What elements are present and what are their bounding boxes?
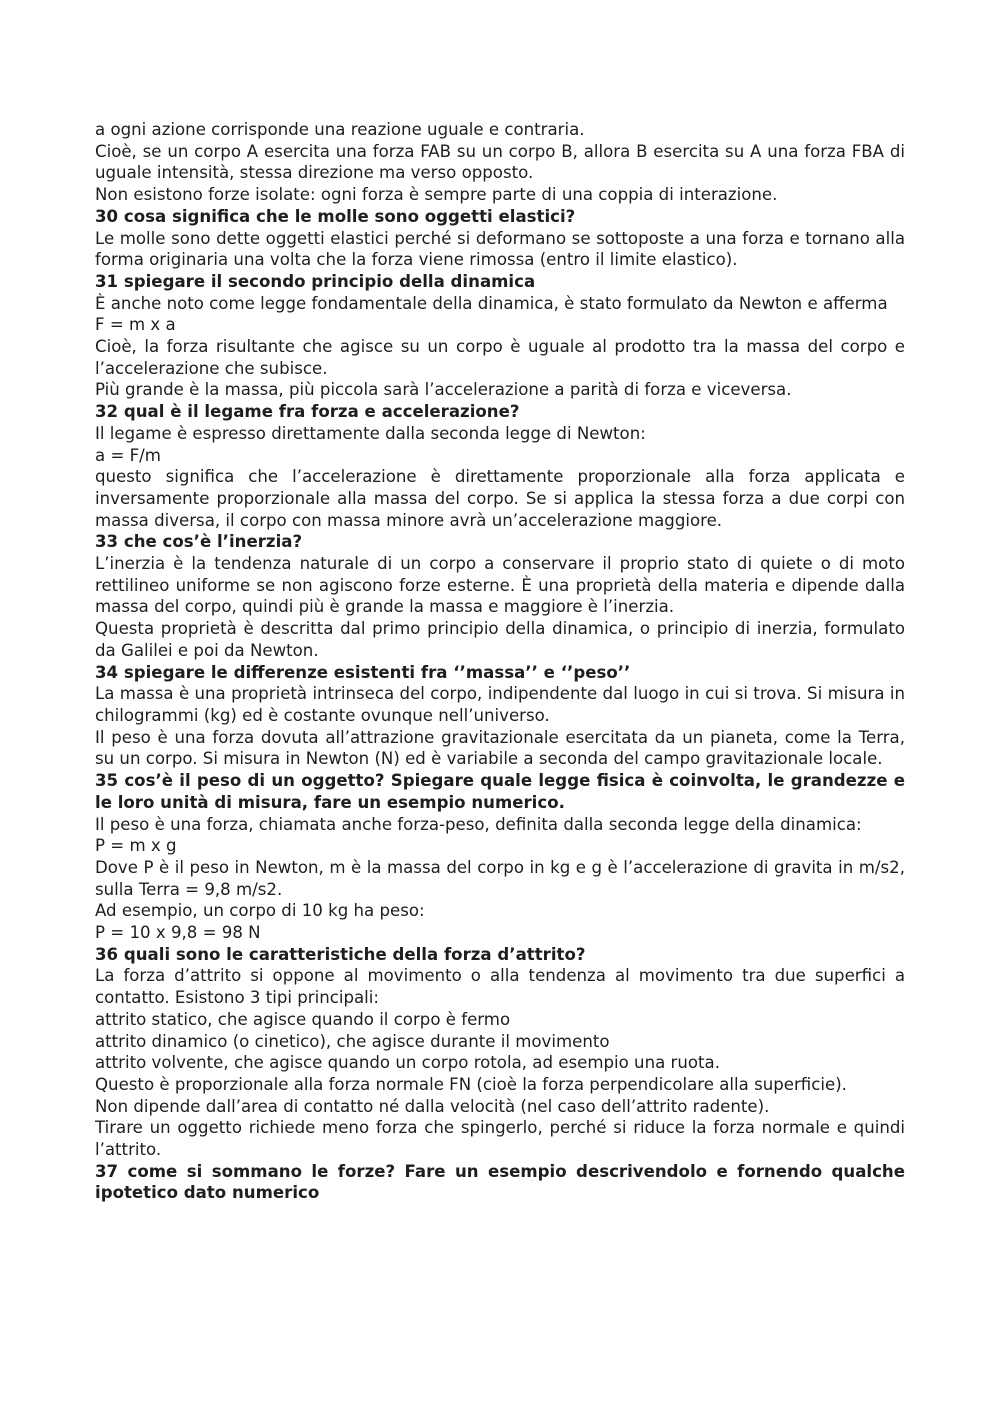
paragraph: L’inerzia è la tendenza naturale di un corpo a conservare il proprio stato di quiete o di moto rettilineo uniforme se non agiscono forze esterne. È una proprietà della materia e dipende dalla massa del corpo, quindi più è grande la massa e maggiore è l’inerzia. — [95, 554, 905, 617]
question-heading-30: 30 cosa significa che le molle sono oggetti elastici? — [95, 206, 576, 226]
list-line: attrito volvente, che agisce quando un corpo rotola, ad esempio una ruota. — [95, 1053, 720, 1073]
paragraph: Questo è proporzionale alla forza normale FN (cioè la forza perpendicolare alla superficie). — [95, 1074, 847, 1094]
formula: F = m x a — [95, 315, 176, 335]
question-heading-34: 34 spiegare le differenze esistenti fra ‘’massa’’ e ‘’peso’’ — [95, 662, 631, 682]
question-heading-35: 35 cos’è il peso di un oggetto? Spiegare quale legge fisica è coinvolta, le grandezze e le loro unità di misura, fare un esempio numerico. — [95, 771, 905, 812]
paragraph: È anche noto come legge fondamentale della dinamica, è stato formulato da Newton e afferma — [95, 293, 888, 313]
question-heading-32: 32 qual è il legame fra forza e accelerazione? — [95, 402, 520, 422]
paragraph: Non dipende dall’area di contatto né dalla velocità (nel caso dell’attrito radente). — [95, 1096, 770, 1116]
question-heading-37: 37 come si sommano le forze? Fare un esempio descrivendolo e fornendo qualche ipotetico dato numerico — [95, 1161, 905, 1203]
paragraph: Le molle sono dette oggetti elastici perché si deformano se sottoposte a una forza e tornano alla forma originaria una volta che la forza viene rimossa (entro il limite elastico). — [95, 228, 905, 270]
question-heading-36: 36 quali sono le caratteristiche della forza d’attrito? — [95, 944, 586, 964]
paragraph: Il peso è una forza, chiamata anche forza-peso, definita dalla seconda legge della dinamica: — [95, 814, 862, 834]
paragraph: Dove P è il peso in Newton, m è la massa del corpo in kg e g è l’accelerazione di gravita in m/s2, sulla Terra = 9,8 m/s2. — [95, 857, 905, 899]
paragraph: Ad esempio, un corpo di 10 kg ha peso: — [95, 901, 425, 921]
paragraph: La forza d’attrito si oppone al movimento o alla tendenza al movimento tra due superfici a contatto. Esistono 3 tipi principali: — [95, 966, 905, 1008]
list-line: attrito dinamico (o cinetico), che agisce durante il movimento — [95, 1031, 610, 1051]
formula: P = 10 x 9,8 = 98 N — [95, 923, 261, 943]
list-line: attrito statico, che agisce quando il corpo è fermo — [95, 1009, 511, 1029]
document-page — [95, 119, 905, 1204]
paragraph: Non esistono forze isolate: ogni forza è sempre parte di una coppia di interazione. — [95, 185, 778, 205]
formula: P = m x g — [95, 836, 177, 856]
formula: a = F/m — [95, 445, 161, 465]
paragraph: a ogni azione corrisponde una reazione uguale e contraria. — [95, 120, 585, 139]
paragraph: Cioè, la forza risultante che agisce su un corpo è uguale al prodotto tra la massa del corpo e l’accelerazione che subisce. — [95, 337, 905, 378]
paragraph: Cioè, se un corpo A esercita una forza FAB su un corpo B, allora B esercita su A una forza FBA di uguale intensità, stessa direzione ma verso opposto. — [95, 141, 905, 183]
paragraph: Più grande è la massa, più piccola sarà l’accelerazione a parità di forza e viceversa. — [95, 380, 792, 400]
paragraph: Questa proprietà è descritta dal primo principio della dinamica, o principio di inerzia, formulato da Galilei e poi da Newton. — [95, 619, 905, 660]
paragraph: La massa è una proprietà intrinseca del corpo, indipendente dal luogo in cui si trova. Si misura in chilogrammi (kg) ed è costante ovunque nell’universo. — [95, 684, 905, 725]
paragraph: Tirare un oggetto richiede meno forza che spingerlo, perché si riduce la forza normale e quindi l’attrito. — [95, 1118, 905, 1160]
question-heading-33: 33 che cos’è l’inerzia? — [95, 532, 303, 552]
question-heading-31: 31 spiegare il secondo principio della dinamica — [95, 271, 536, 291]
paragraph: questo significa che l’accelerazione è direttamente proporzionale alla forza applicata e inversamente proporzionale alla massa del corpo. Se si applica la stessa forza a due corpi con massa diversa, il corpo con massa minore avrà un’accelerazione maggiore. — [95, 467, 905, 530]
paragraph: Il legame è espresso direttamente dalla seconda legge di Newton: — [95, 423, 646, 443]
paragraph: Il peso è una forza dovuta all’attrazione gravitazionale esercitata da un pianeta, come la Terra, su un corpo. Si misura in Newton (N) ed è variabile a seconda del campo gravitazionale locale. — [95, 727, 905, 769]
